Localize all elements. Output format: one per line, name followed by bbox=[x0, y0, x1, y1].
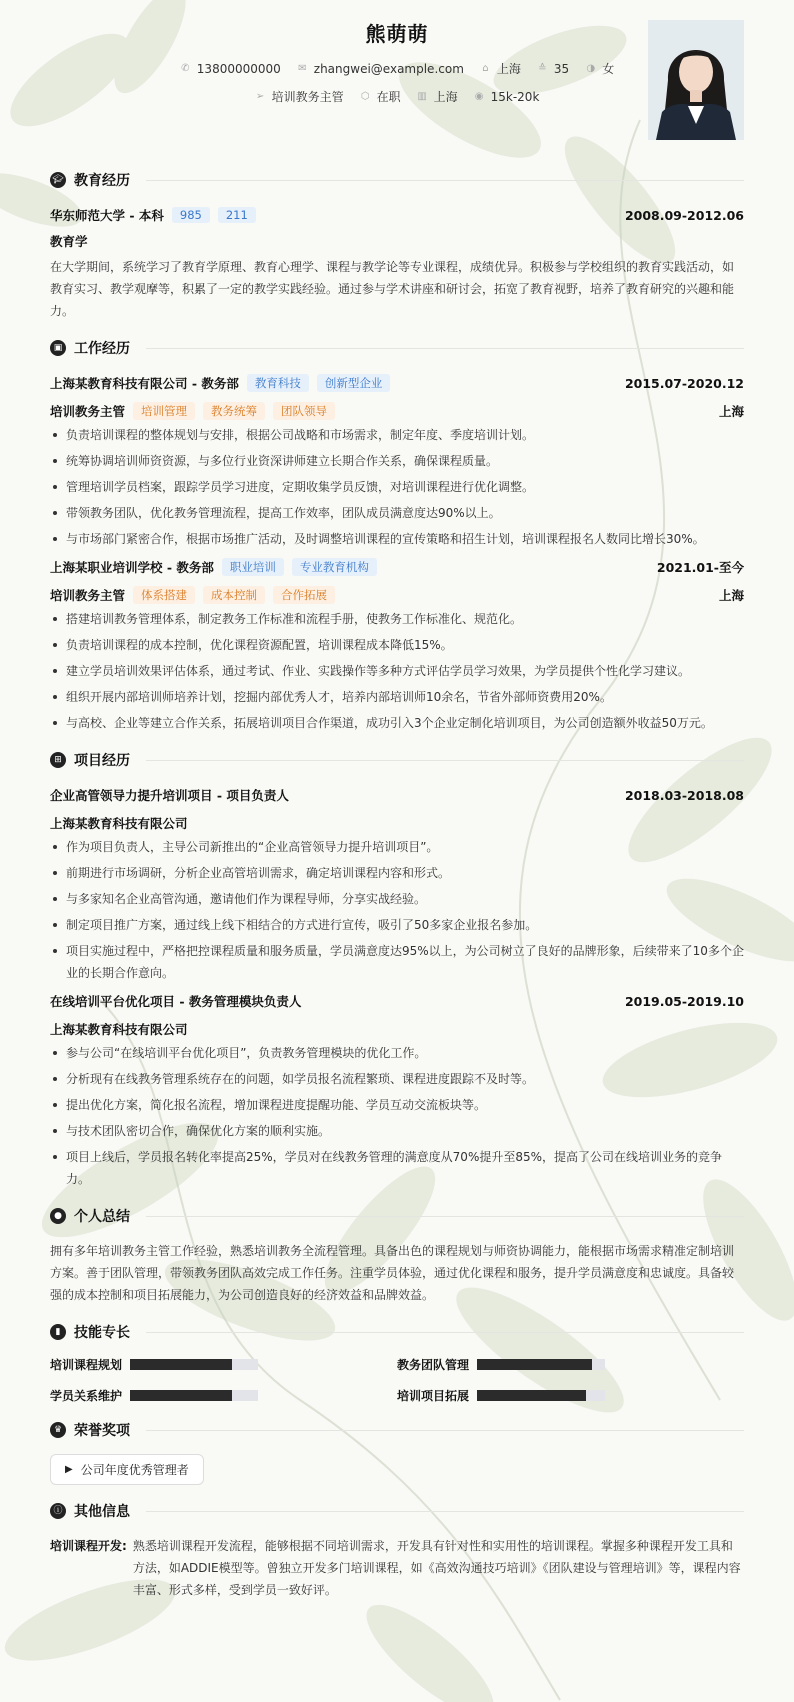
email-info bbox=[297, 60, 464, 77]
age-info bbox=[537, 60, 569, 77]
major-name: 教育学 bbox=[50, 234, 88, 249]
divider bbox=[146, 348, 744, 349]
coin-icon: ◉ bbox=[474, 91, 484, 102]
work-section bbox=[50, 336, 744, 734]
gender-info bbox=[585, 60, 614, 77]
school-tag: 985 bbox=[172, 207, 210, 223]
skill-bar-fill bbox=[477, 1390, 586, 1401]
list-item: 作为项目负责人，主导公司新推出的“企业高管领导力提升培训项目”。 bbox=[50, 836, 744, 858]
role-name: 培训教务主管 bbox=[50, 588, 126, 603]
education-date: 2008.09-2012.06 bbox=[624, 207, 744, 223]
company-tag: 职业培训 bbox=[222, 558, 284, 576]
role-tag: 成本控制 bbox=[203, 586, 265, 604]
info-icon: ⓘ bbox=[50, 1503, 66, 1519]
awards-heading bbox=[50, 1418, 744, 1442]
role-tag: 培训管理 bbox=[133, 402, 195, 420]
skill-bar-fill bbox=[130, 1359, 232, 1370]
age-value: 35 bbox=[553, 61, 570, 76]
school-name: 华东师范大学 - 本科 bbox=[50, 208, 164, 223]
skills-grid bbox=[50, 1356, 744, 1404]
skill-bar bbox=[130, 1390, 258, 1401]
other-title: 其他信息 bbox=[74, 1504, 130, 1520]
list-item: 项目上线后，学员报名转化率提高25%，学员对在线教务管理的满意度从70%提升至85%，提高了公司在线培训业务的竞争力。 bbox=[50, 1146, 744, 1190]
skills-title: 技能专长 bbox=[74, 1325, 130, 1341]
summary-text: 拥有多年培训教务主管工作经验，熟悉培训教务全流程管理。具备出色的课程规划与师资协调能力，能根据市场需求精准定制培训方案。善于团队管理，带领教务团队高效完成工作任务。注重学员体验，通过优化课程和服务，提升学员满意度和忠诚度。具备较强的成本控制和项目拓展能力，为公司创造良好的经济效益和品牌效益。 bbox=[50, 1244, 735, 1302]
list-item: 建立学员培训效果评估体系，通过考试、作业、实践操作等多种方式评估学员学习效果，为学员提供个性化学习建议。 bbox=[50, 660, 744, 682]
list-item: 管理培训学员档案，跟踪学员学习进度，定期收集学员反馈，对培训课程进行优化调整。 bbox=[50, 476, 744, 498]
work-entry bbox=[50, 372, 744, 550]
other-heading bbox=[50, 1499, 744, 1523]
grid-icon: ⊞ bbox=[50, 752, 66, 768]
divider bbox=[146, 1216, 744, 1217]
summary-title: 个人总结 bbox=[74, 1209, 130, 1225]
home-icon: ⌂ bbox=[482, 63, 489, 74]
work-location: 上海 bbox=[718, 588, 744, 603]
city-value: 上海 bbox=[496, 62, 521, 76]
work-entry bbox=[50, 556, 744, 734]
salary-value: 15k-20k bbox=[490, 89, 540, 104]
project-date: 2019.05-2019.10 bbox=[624, 993, 744, 1009]
company-row bbox=[50, 556, 744, 578]
list-item: 参与公司“在线培训平台优化项目”，负责教务管理模块的优化工作。 bbox=[50, 1042, 744, 1064]
project-org-row bbox=[50, 1018, 744, 1040]
position-value: 培训教务主管 bbox=[271, 90, 344, 104]
salary-info bbox=[474, 88, 540, 105]
gender-icon: ◑ bbox=[586, 63, 596, 74]
school-tag: 211 bbox=[218, 207, 256, 223]
project-entry bbox=[50, 990, 744, 1190]
phone-icon: ✆ bbox=[181, 63, 190, 74]
role-row bbox=[50, 584, 744, 606]
major-row bbox=[50, 230, 744, 252]
project-org: 上海某教育科技有限公司 bbox=[50, 1022, 188, 1037]
list-item: 与高校、企业等建立合作关系，拓展培训项目合作渠道，成功引入3个企业定制化培训项目，为公司创造额外收益50万元。 bbox=[50, 712, 744, 734]
project-row bbox=[50, 990, 744, 1012]
list-item: 项目实施过程中，严格把控课程质量和服务质量，学员满意度达95%以上，为公司树立了良好的品牌形象，后续带来了10多个企业的长期合作意向。 bbox=[50, 940, 744, 984]
company-name: 上海某教育科技有限公司 - 教务部 bbox=[50, 376, 239, 391]
list-item: 分析现有在线教务管理系统存在的问题，如学员报名流程繁琐、课程进度跟踪不及时等。 bbox=[50, 1068, 744, 1090]
divider bbox=[146, 1511, 744, 1512]
company-tag: 专业教育机构 bbox=[292, 558, 377, 576]
projects-title: 项目经历 bbox=[74, 753, 130, 769]
status-value: 在职 bbox=[376, 90, 401, 104]
role-tag: 合作拓展 bbox=[273, 586, 335, 604]
company-row bbox=[50, 372, 744, 394]
gender-value: 女 bbox=[602, 62, 615, 76]
project-org: 上海某教育科技有限公司 bbox=[50, 816, 188, 831]
skill-bar bbox=[477, 1390, 605, 1401]
skills-heading bbox=[50, 1320, 744, 1344]
skill-name: 学员关系维护 bbox=[50, 1389, 123, 1403]
skill-bar bbox=[477, 1359, 605, 1370]
projects-heading bbox=[50, 748, 744, 772]
list-item: 组织开展内部培训师培养计划，挖掘内部优秀人才，培养内部培训师10余名，节省外部师资费用20%。 bbox=[50, 686, 744, 708]
skills-section bbox=[50, 1320, 744, 1404]
education-title: 教育经历 bbox=[74, 173, 130, 189]
education-heading bbox=[50, 168, 744, 192]
divider bbox=[146, 760, 744, 761]
project-row bbox=[50, 784, 744, 806]
project-entry bbox=[50, 784, 744, 984]
work-date: 2021.01-至今 bbox=[656, 560, 744, 575]
list-item: 提出优化方案，简化报名流程，增加课程进度提醒功能、学员互动交流板块等。 bbox=[50, 1094, 744, 1116]
cake-icon: ≙ bbox=[538, 63, 547, 74]
chart-icon: ▮ bbox=[50, 1324, 66, 1340]
company-tag: 创新型企业 bbox=[317, 374, 391, 392]
divider bbox=[146, 180, 744, 181]
company-tag: 教育科技 bbox=[247, 374, 309, 392]
summary-heading bbox=[50, 1204, 744, 1228]
awards-title: 荣誉奖项 bbox=[74, 1423, 130, 1439]
company-name: 上海某职业培训学校 - 教务部 bbox=[50, 560, 214, 575]
award-name: 公司年度优秀管理者 bbox=[80, 1463, 189, 1477]
list-item: 前期进行市场调研，分析企业高管培训需求，确定培训课程内容和形式。 bbox=[50, 862, 744, 884]
skill-bar bbox=[130, 1359, 258, 1370]
candidate-name: 熊萌萌 bbox=[365, 22, 429, 46]
job-intent-row bbox=[50, 88, 744, 105]
skill-bar-fill bbox=[477, 1359, 592, 1370]
project-title: 在线培训平台优化项目 - 教务管理模块负责人 bbox=[50, 994, 302, 1009]
other-label: 培训课程开发: bbox=[50, 1539, 127, 1553]
contact-row bbox=[50, 60, 744, 77]
target-city-value: 上海 bbox=[433, 90, 458, 104]
other-section bbox=[50, 1499, 744, 1601]
portrait-illustration bbox=[648, 20, 744, 140]
resume-header bbox=[50, 0, 744, 168]
user-icon: ● bbox=[50, 1208, 66, 1224]
skill-name: 培训课程规划 bbox=[50, 1358, 123, 1372]
awards-section bbox=[50, 1418, 744, 1485]
projects-section bbox=[50, 748, 744, 1190]
status-info bbox=[360, 88, 401, 105]
education-row bbox=[50, 204, 744, 226]
list-item: 带领教务团队，优化教务管理流程，提高工作效率，团队成员满意度达90%以上。 bbox=[50, 502, 744, 524]
role-tag: 体系搭建 bbox=[133, 586, 195, 604]
phone-info bbox=[180, 60, 281, 77]
list-item: 与市场部门紧密合作，根据市场推广活动，及时调整培训课程的宣传策略和招生计划，培训课程报名人数同比增长30%。 bbox=[50, 528, 744, 550]
divider bbox=[146, 1430, 744, 1431]
skill-item bbox=[50, 1387, 397, 1404]
divider bbox=[146, 1332, 744, 1333]
work-date: 2015.07-2020.12 bbox=[624, 375, 744, 391]
work-bullets bbox=[50, 608, 744, 734]
skill-bar-fill bbox=[130, 1390, 232, 1401]
phone-value: 13800000000 bbox=[196, 61, 281, 76]
skill-item bbox=[397, 1356, 744, 1373]
list-item: 负责培训课程的成本控制，优化课程资源配置，培训课程成本降低15%。 bbox=[50, 634, 744, 656]
list-item: 统筹协调培训师资资源，与多位行业资深讲师建立长期合作关系，确保课程质量。 bbox=[50, 450, 744, 472]
trophy-icon: ♛ bbox=[50, 1422, 66, 1438]
city-info bbox=[480, 60, 521, 77]
profile-photo bbox=[648, 20, 744, 140]
position-info bbox=[255, 88, 344, 105]
list-item: 与技术团队密切合作，确保优化方案的顺利实施。 bbox=[50, 1120, 744, 1142]
skill-item bbox=[50, 1356, 397, 1373]
education-description: 在大学期间，系统学习了教育学原理、教育心理学、课程与教学论等专业课程，成绩优异。积极参与学校组织的教育实践活动，如教育实习、教学观摩等，积累了一定的教学实践经验。通过参与学术讲座和研讨会，拓宽了教育视野，培养了教育研究的兴趣和能力。 bbox=[50, 260, 735, 318]
list-item: 搭建培训教务管理体系，制定教务工作标准和流程手册，使教务工作标准化、规范化。 bbox=[50, 608, 744, 630]
skill-name: 教务团队管理 bbox=[397, 1358, 470, 1372]
mail-icon: ✉ bbox=[298, 63, 307, 74]
summary-section bbox=[50, 1204, 744, 1306]
education-section bbox=[50, 168, 744, 322]
project-bullets bbox=[50, 1042, 744, 1190]
other-item bbox=[50, 1535, 744, 1601]
work-title: 工作经历 bbox=[74, 341, 130, 357]
building-icon: ▥ bbox=[417, 91, 427, 102]
graduation-cap-icon: 🎓︎ bbox=[50, 172, 66, 188]
email-value: zhangwei@example.com bbox=[313, 61, 464, 76]
list-item: 与多家知名企业高管沟通，邀请他们作为课程导师，分享实战经验。 bbox=[50, 888, 744, 910]
list-item: 负责培训课程的整体规划与安排，根据公司战略和市场需求，制定年度、季度培训计划。 bbox=[50, 424, 744, 446]
briefcase-icon: ▣ bbox=[50, 340, 66, 356]
skill-item bbox=[397, 1387, 744, 1404]
send-icon: ➢ bbox=[255, 91, 265, 102]
list-item: 制定项目推广方案，通过线上线下相结合的方式进行宣传，吸引了50多家企业报名参加。 bbox=[50, 914, 744, 936]
role-name: 培训教务主管 bbox=[50, 404, 126, 419]
project-date: 2018.03-2018.08 bbox=[624, 787, 744, 803]
work-location: 上海 bbox=[718, 404, 744, 419]
role-tag: 团队领导 bbox=[273, 402, 335, 420]
target-city-info bbox=[417, 88, 458, 105]
skill-name: 培训项目拓展 bbox=[397, 1389, 470, 1403]
work-heading bbox=[50, 336, 744, 360]
status-icon: ⬡ bbox=[360, 91, 370, 102]
other-text: 熟悉培训课程开发流程，能够根据不同培训需求，开发具有针对性和实用性的培训课程。掌握多种课程开发工具和方法，如ADDIE模型等。曾独立开发多门培训课程，如《高效沟通技巧培训》《团队建设与管理培训》等，课程内容丰富、形式多样，受到学员一致好评。 bbox=[132, 1539, 741, 1597]
project-title: 企业高管领导力提升培训项目 - 项目负责人 bbox=[50, 788, 289, 803]
role-row bbox=[50, 400, 744, 422]
award-item bbox=[50, 1454, 204, 1485]
role-tag: 教务统筹 bbox=[203, 402, 265, 420]
project-org-row bbox=[50, 812, 744, 834]
work-bullets bbox=[50, 424, 744, 550]
play-icon: ▶ bbox=[65, 1464, 73, 1475]
project-bullets bbox=[50, 836, 744, 984]
